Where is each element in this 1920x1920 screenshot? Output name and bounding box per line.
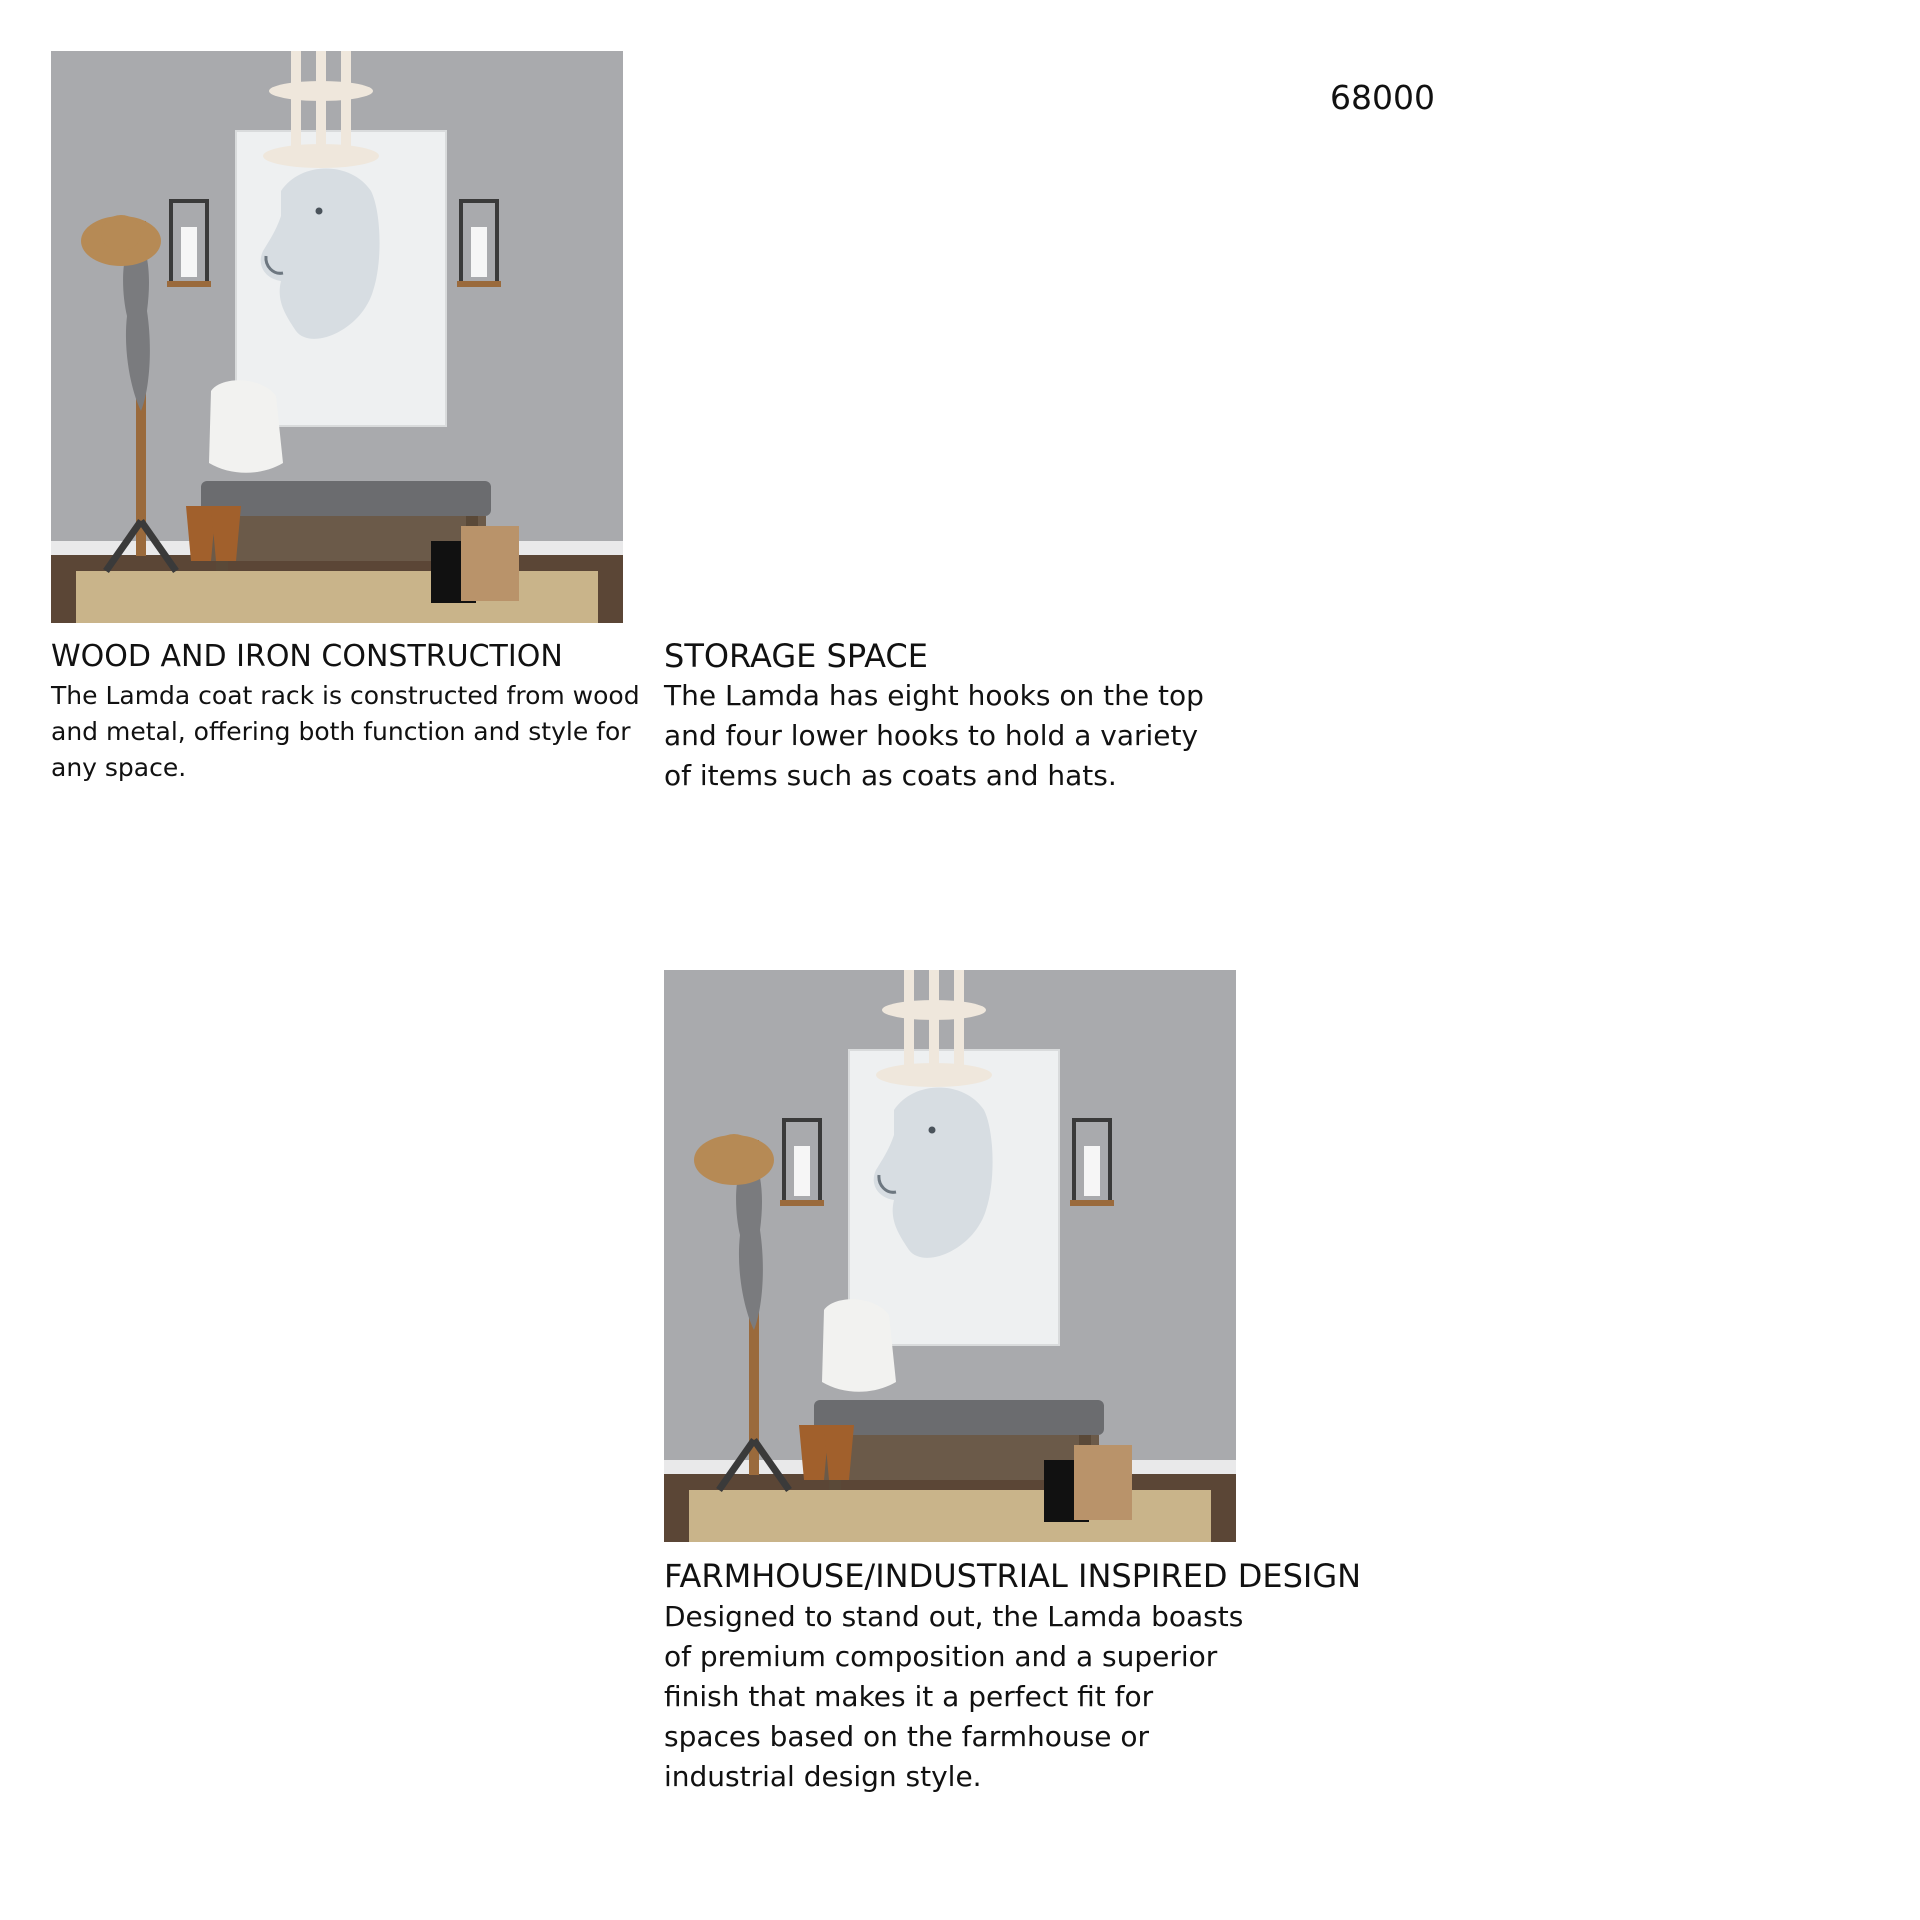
product-photo-1 (51, 51, 623, 623)
product-photo-2 (664, 970, 1236, 1542)
section-title-design: FARMHOUSE/INDUSTRIAL INSPIRED DESIGN (664, 1557, 1362, 1595)
section-body-storage: The Lamda has eight hooks on the top and four lower hooks to hold a variety of items such as coats and hats. (664, 679, 1204, 793)
section-title-construction: WOOD AND IRON CONSTRUCTION (51, 639, 563, 674)
section-body-design: Designed to stand out, the Lamda boasts of premium composition and a superior finish that makes it a perfect fit for spaces based on the farmhouse or industrial design style. (664, 1600, 1244, 1794)
product-number: 68000 (1330, 78, 1435, 117)
section-title-storage: STORAGE SPACE (664, 637, 928, 675)
entryway-scene-image (664, 970, 1236, 1542)
section-body-construction: The Lamda coat rack is constructed from wood and metal, offering both function and style for any space. (51, 681, 640, 782)
entryway-scene-image (51, 51, 623, 623)
